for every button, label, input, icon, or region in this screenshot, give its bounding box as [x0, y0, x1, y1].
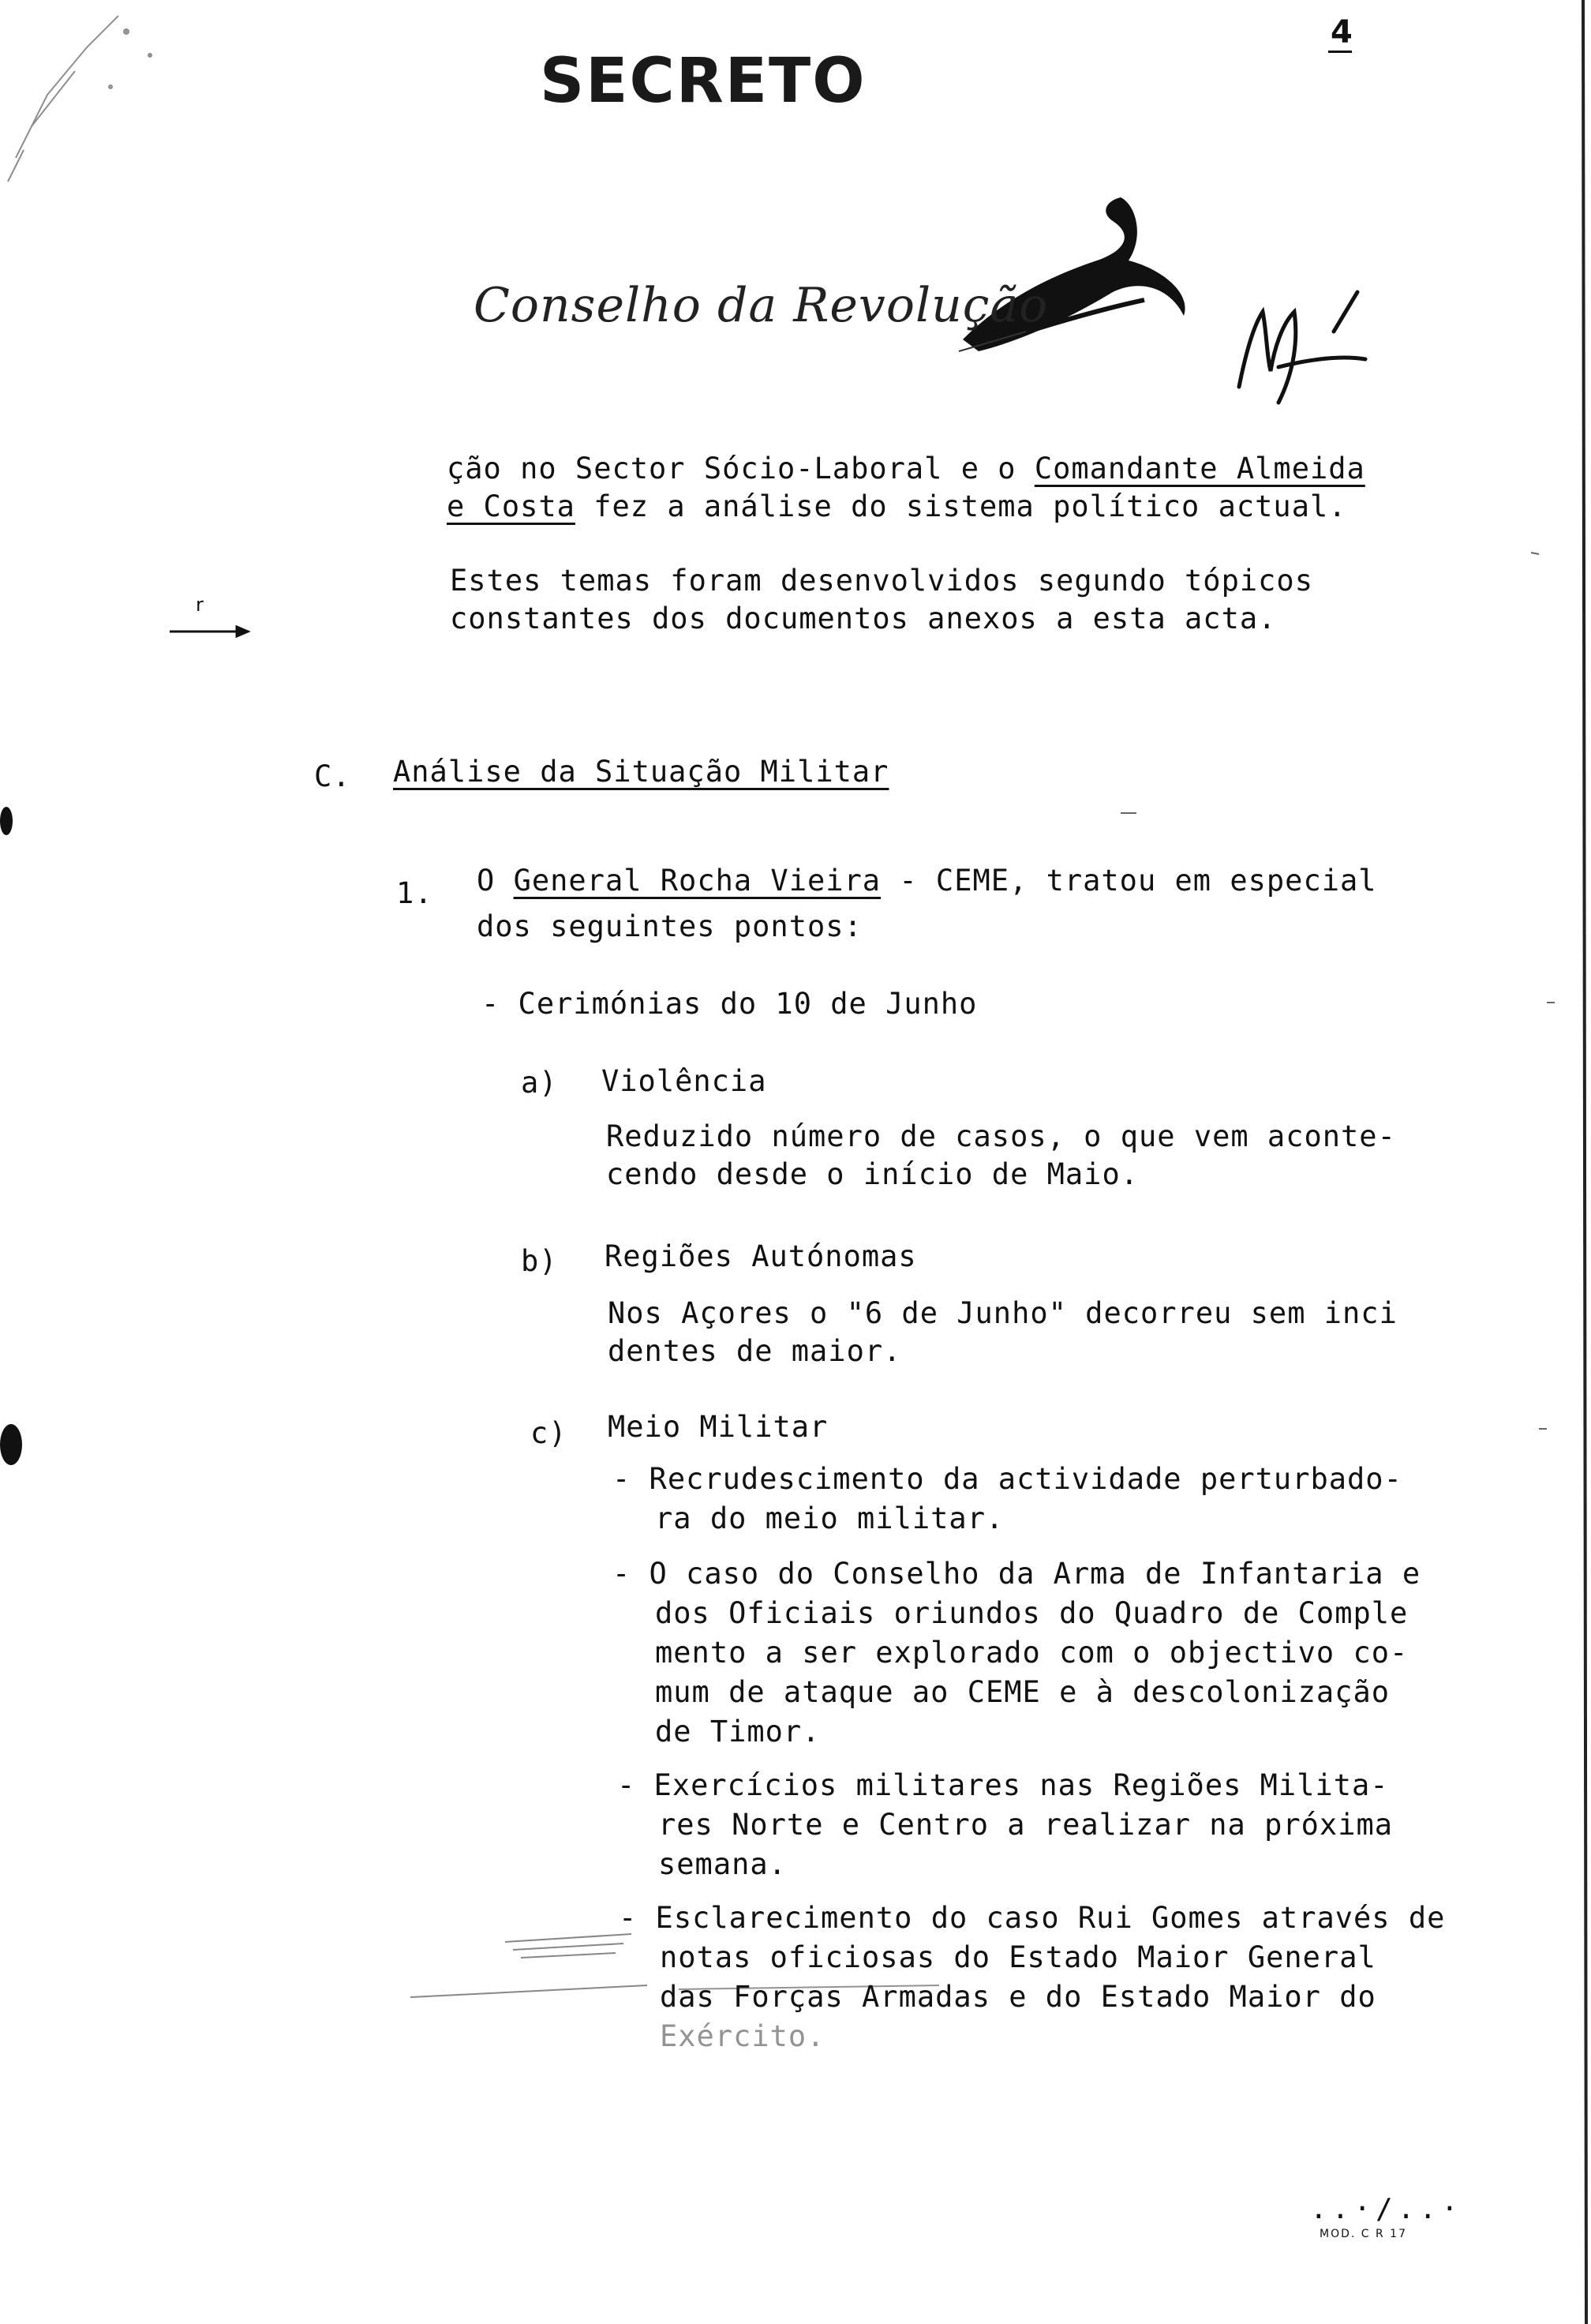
- bullet-3-line-3: semana.: [658, 1847, 787, 1881]
- bullet-2-line-4: mum de ataque ao CEME e à descolonização: [655, 1675, 1391, 1709]
- intro-para2-line-1: Estes temas foram desenvolvidos segundo tópicos: [450, 564, 1313, 598]
- form-code: MOD. C R 17: [1320, 2228, 1407, 2240]
- bullet-4-line-4: Exército.: [660, 2019, 825, 2053]
- bullet-1-line-1: - Recrudescimento da actividade perturbado-: [612, 1462, 1402, 1496]
- margin-blob-2: [0, 1424, 22, 1465]
- sub-b-title: Regiões Autónomas: [605, 1239, 917, 1273]
- item-1-line-2: dos seguintes pontos:: [477, 909, 863, 943]
- bullet-4-line-2: notas oficiosas do Estado Maior General: [660, 1940, 1376, 1974]
- right-edge-line: [1583, 0, 1586, 2324]
- intro-line-1: [447, 452, 1365, 485]
- margin-mark: r: [196, 594, 204, 616]
- item-1-line-1: [477, 864, 1377, 898]
- classification-stamp: SECRETO: [540, 46, 867, 117]
- sub-b-line-2: dentes de maior.: [608, 1334, 902, 1368]
- commander-name-part-1: Comandante Almeida: [1034, 452, 1365, 485]
- intro-line-2-text: fez a análise do sistema político actual.: [575, 489, 1347, 523]
- intro-line-1-text: ção no Sector Sócio-Laboral e o: [447, 452, 1035, 485]
- signature-mark: [1239, 292, 1365, 403]
- bullet-1-line-2: ra do meio militar.: [655, 1501, 1005, 1535]
- bullet-4-line-1: - Esclarecimento do caso Rui Gomes através de: [619, 1901, 1446, 1935]
- sub-a-title: Violência: [601, 1064, 767, 1098]
- general-name: General Rocha Vieira: [513, 864, 882, 898]
- intro-para2-line-2: constantes dos documentos anexos a esta acta.: [450, 602, 1277, 635]
- bullet-4-line-3: das Forças Armadas e do Estado Maior do: [660, 1980, 1376, 2014]
- sub-c-title: Meio Militar: [608, 1410, 829, 1444]
- bullet-2-line-5: de Timor.: [655, 1715, 821, 1749]
- sub-a-label: a): [521, 1066, 558, 1100]
- item-1-post: - CEME, tratou em especial: [881, 864, 1377, 898]
- page-number: 4: [1331, 14, 1353, 51]
- continuation-mark: ..·/..·: [1310, 2193, 1463, 2225]
- sub-b-label: b): [521, 1244, 558, 1278]
- bullet-2-line-3: mento a ser explorado com o objectivo co-: [655, 1636, 1409, 1670]
- letterhead: Conselho da Revolução: [474, 278, 1049, 333]
- sub-a-line-2: cendo desde o início de Maio.: [606, 1157, 1140, 1191]
- top-left-smudge: [8, 16, 152, 182]
- item-1-pre: O: [477, 864, 514, 898]
- page-number-underline: [1328, 51, 1352, 53]
- bullet-3-line-1: - Exercícios militares nas Regiões Milita-: [617, 1768, 1389, 1802]
- bullet-2-line-1: - O caso do Conselho da Arma de Infantaria e: [612, 1557, 1421, 1591]
- sub-b-line-1: Nos Açores o "6 de Junho" decorreu sem inci: [608, 1296, 1398, 1330]
- sub-c-label: c): [530, 1416, 567, 1450]
- section-letter: C.: [314, 759, 351, 793]
- topic-heading: - Cerimónias do 10 de Junho: [481, 987, 978, 1021]
- margin-blob-1: [0, 807, 13, 835]
- sub-a-line-1: Reduzido número de casos, o que vem aconte-: [606, 1119, 1396, 1153]
- intro-line-2: [447, 489, 1347, 523]
- commander-name-part-2: e Costa: [447, 489, 575, 523]
- item-number: 1.: [396, 876, 433, 910]
- section-title: Análise da Situação Militar: [393, 755, 889, 789]
- margin-arrow: [170, 627, 248, 636]
- bullet-3-line-2: res Norte e Centro a realizar na próxima: [658, 1808, 1394, 1842]
- bullet-2-line-2: dos Oficiais oriundos do Quadro de Comple: [655, 1596, 1409, 1630]
